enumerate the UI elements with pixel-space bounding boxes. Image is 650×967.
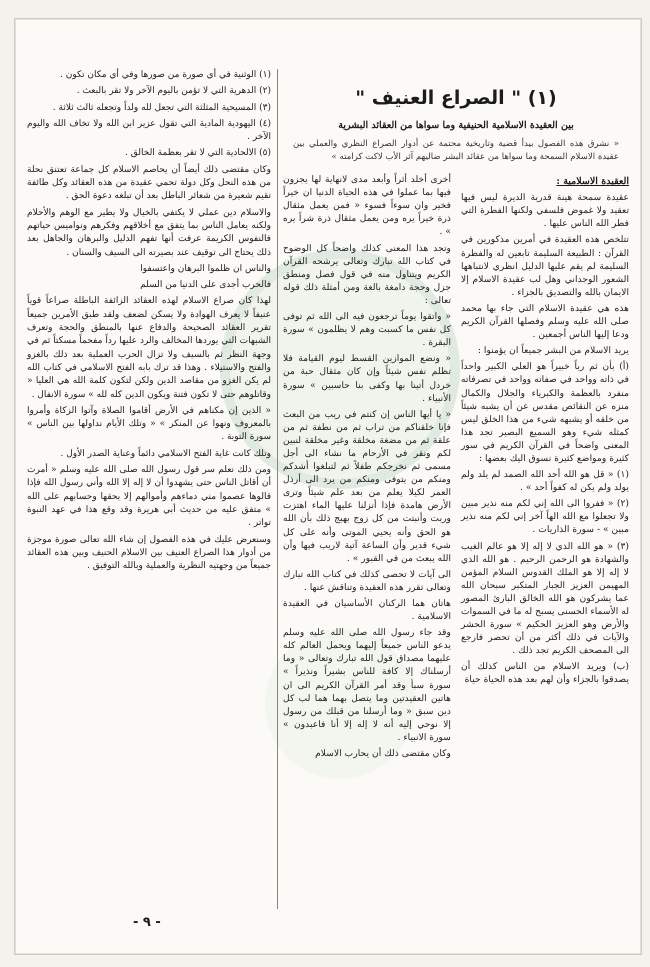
paragraph: يريد الاسلام من البشر جميعاً ان يؤمنوا : (477, 345, 629, 357)
paragraph: ومن ذلك نعلم سر قول رسول الله صلى الله عليه وسلم « أمرت أن أقاتل الناس حتى يشهدوا أن لا إله إلا الله وأني رسول الله فإذا قالوها عصموا مني دماءهم وأموالهم إلا بحقها وحسابهم على الله » متفق عليه من حديث أبي هريرة وقد وقع هذا في عهد النبوة تواتر . (27, 465, 271, 529)
paragraph: « ونضع الموازين القسط ليوم القيامة فلا تظلم نفس شيئاً وإن كان مثقال حبة من خردل أتينا بها وكفى بنا حاسبين » سورة الأنبياء . (283, 353, 451, 404)
paragraph: الى آيات لا تحصى كذلك في كتاب الله تبارك وتعالى تقرر هذه العقيدة وتناقش عنها . (283, 568, 451, 593)
paragraph: (٤) اليهودية المادية التي تقول عزير ابن الله ولا تخاف الله واليوم الآخر . (27, 118, 271, 143)
paragraph: (٢) « ففروا الى الله إني لكم منه نذير مبين ولا تجعلوا مع الله الهاً آخر إني لكم منه نذير مبين » - سورة الذاريات . (461, 498, 629, 536)
paragraph: (١) « قل هو الله أحد الله الصمد لم يلد ولم يولد ولم يكن له كفواً أحد » . (461, 469, 629, 494)
section-heading: العقيدة الاسلامية : (556, 176, 629, 188)
paragraph: وسنعرض عليك في هذه الفصول إن شاء الله تعالى صورة موجزة من أدوار هذا الصراع العنيف بين الاسلام الحنيف وبين هذه العقائد جميعاً من وجهتيه النظرية والعملية وبالله التوفيق . (27, 534, 271, 572)
subcolumn-right (461, 173, 629, 763)
paragraph: (ب) ويريد الاسلام من الناس كذلك أن يصدقوا بالجزاء وأن لهم بعد هذه الحياة حياة (461, 661, 629, 686)
paragraph: (أ) بأن ثم رباً خبيراً هو العلي الكبير واحداً في ذاته وواحد في صفاته وواحد في تصرفاته منفرد بالعظمة والكبرياء والجلال والكمال منزه عن النقائص مقدس عن أن يشبه شيئاً من خلقه أو يشبهه شيء من هذا الخلق ليس كمثله شيء وهو السميع البصير تجد هذا المعنى واضحاً في القرآن الكريم في سور كثيرة ومواضع كثيرة نسوق اليك بعضها : (461, 361, 629, 464)
paragraph: « يا أيها الناس إن كنتم في ريب من البعث فإنا خلقناكم من تراب ثم من نطفة ثم من علقة ثم من مضغة مخلقة وغير مخلقة لنبين لكم ونقر في الأرحام ما نشاء الى أجل مسمى ثم نخرجكم طفلاً ثم لتبلغوا أشدكم ومنكم من يتوفى ومنكم من يرد الى أرذل العمر لكيلا يعلم من بعد علم شيئاً وترى الأرض هامدة فإذا أنزلنا عليها الماء اهتزت وربت وأنبتت من كل زوج بهيج ذلك بأن الله هو الحق وأنه يحيي الموتى وأنه على كل شيء قدير وأن الساعة آتية لاريب فيها وأن الله يبعث من في القبور » . (283, 408, 451, 564)
paragraph: « واتقوا يوماً ترجعون فيه الى الله ثم توفى كل نفس ما كسبت وهم لا يظلمون » سورة البقرة . (283, 311, 451, 349)
paragraph: هاتان هما الركنان الأساسيان في العقيدة الاسلامية . (283, 598, 451, 623)
paragraph: تتلخص هذه العقيدة في أمرين مذكورين في القرآن : الطبيعة السليمة تابعين له والفطرة السليمة لم يقم عليها الدليل انظري لانتباهها الشعور الوجداني وهل لب عقيدة الاسلام إلا الايمان بالله والتصديق بالجزاء . (461, 234, 629, 298)
paragraph: وقد جاء رسول الله صلى الله عليه وسلم يدعو الناس جميعاً إليهما ويحمل العالم كله عليهما مصداق قول الله تبارك وتعالى « وما أرسلناك إلا كافة للناس بشيراً ونذيراً » سورة سبأ وقد أمر القرآن الكريم الى ان هاتين العقيدتين وما يتصل بهما هما لب كل دين سبق « وما أرسلنا من قبلك من رسول إلا نوحي إليه أنه لا إله إلا أنا فاعبدون » سورة الانبياء . (283, 627, 451, 743)
paragraph: عقيدة سمحة هينة قدرية الديرة ليس فيها تعقيد ولا غموض فلسفي ولكنها الفطرة التي فطر الله الناس عليها . (461, 192, 629, 230)
paragraph: أخرى أخلد أثراً وأبعد مدى لانهاية لها يجزون فيها بما عملوا في هذه الحياة الدنيا ان خيراً فخير وان سوءاً فسوء « فمن يعمل مثقال ذرة خيراً يره ومن يعمل مثقال ذرة شراً يره » . (283, 174, 451, 238)
paragraph: وكان مقتضى ذلك أيضاً أن يحاصم الاسلام كل جماعة تعتنق نحلة من هذه النحل وكل دولة تحمي عقيدة من هذه العقائد وكل طائفة تقيم شعيرة من شعائر الباطل بعد أن تبلغه دعوة الحق . (27, 164, 271, 202)
continuation-column (27, 69, 271, 576)
paragraph: والناس ان ظلموا البرهان واعتسفوا (140, 263, 271, 274)
paragraph: لهذا كان صراع الاسلام لهذه العقائد الزائفة الباطلة صراعاً قوياً عنيفاً لا يعرف الهوادة ولا يسكن لضعف ولقد طبق الأمرين جميعاً تقرير العقائد الصحيحة والدفاع عنها بالمنطق والحجة وتعرف الشبهات التي يوردها المخالف والرد عليها رداً مفحماً مسكتاً ثم في وجهة النظر ثم بالسيف ولا تزال الحرب العملية بعد ذلك بالغزو والفتح والاستيلاء . وهذا قد ترك بابه الفتح الاسلامي في كتاب الله لم يكن الغزو من مقاصد الدين ولكن لتكون كلمة الله هي العليا « وقاتلوهم حتى لا تكون فتنة ويكون الدين كله لله » سورة الانفال . (27, 296, 271, 400)
paragraph: وتجد هذا المعنى كذلك واضحاً كل الوضوح في كتاب الله تبارك وتعالى يرشحه القرآن الكريم ويتناول منه في قول فصل ومنطق جزل وحجة دامغة بالغة ومن أمثلة ذلك قوله تعالى : (283, 242, 451, 306)
paragraph: وكان مقتضى ذلك أن يحارب الاسلام (315, 748, 451, 760)
paragraph: هذه هي عقيدة الاسلام التي جاء بها محمد صلى الله عليه وسلم وفصلها القرآن الكريم ودعا إليها الناس أجمعين . (461, 302, 629, 341)
paragraph: (١) الوثنية في أي صورة من صورها وفي أي مكان تكون . (60, 70, 271, 80)
article-intro: « نشرق هذه الفصول بيدأ قضية وتاريخية محتمة عن أدوار الصراع النظري والعملي بين عقيدة الاسلام السمحة وما سواها من عقائد البشر ضاليهم آثر الأب لاكت كرامته » (293, 139, 619, 162)
subcolumn-left (283, 173, 451, 763)
article-title: (١) " الصراع العنيف " (355, 87, 557, 109)
paragraph: (٣) « هو الله الذي لا إله إلا هو عالم الغيب والشهادة هو الرحمن الرحيم . هو الله الذي لا إله إلا هو الملك القدوس السلام المؤمن المهيمن العزيز الجبار المتكبر سبحان الله عما يشركون هو الله الخالق البارئ المصور له الأسماء الحسنى يسبح له ما في السموات والأرض وهو العزيز الحكيم » سورة الحشر والآيات في ذلك أكثر من أن تحصر فارجع الى المصحف الكريم تجد ذلك . (461, 540, 629, 657)
paragraph: (٥) الالحادية التي لا تقر بعظمة الخالق . (125, 148, 271, 159)
paragraph: فالحرب أجدى على الدنيا من السلم (140, 280, 271, 291)
paragraph: « الذين إن مكناهم في الأرض أقاموا الصلاة وآتوا الزكاة وأمروا بالمعروف ونهوا عن المنكر » « وتلك الأيام نداولها بين الناس » سورة التوبة . (27, 405, 271, 443)
subcolumn-left-paragraphs (283, 173, 451, 760)
paragraph: (٢) الدهرية التي لا تؤمن باليوم الآخر ولا تقر بالبعث . (76, 86, 271, 97)
continuation-paragraphs (27, 69, 271, 573)
column-divider (277, 69, 278, 909)
document-page (14, 18, 642, 955)
paragraph: وتلك كانت غاية الفتح الاسلامي دائماً وعناية الصدر الأول . (60, 448, 271, 459)
paragraph: والاسلام دين عملي لا يكتفي بالخيال ولا يطير مع الوهم والأحلام ولكنه يعامل الناس بما يتفق مع أخلاقهم وفكرهم ونواميس حياتهم فالنفوس الكريمة عرفت أنها تفهم الدليل والبرهان والجاهل بعد ذلك يحتاج الى توقيف عند بصيرته الى السيف والسنان . (27, 207, 271, 258)
subcolumn-right-paragraphs (461, 191, 629, 686)
article-subcolumns (283, 173, 629, 763)
article-subtitle: بين العقيدة الاسلامية الحنيفية وما سواها من العقائد البشرية (338, 120, 574, 131)
main-article-column (283, 85, 629, 763)
page-number: - ٩ - (133, 915, 161, 930)
paragraph: (٣) المسيحية المثلثة التي تجعل لله ولداً وتجعله ثالث ثلاثة . (52, 102, 271, 113)
